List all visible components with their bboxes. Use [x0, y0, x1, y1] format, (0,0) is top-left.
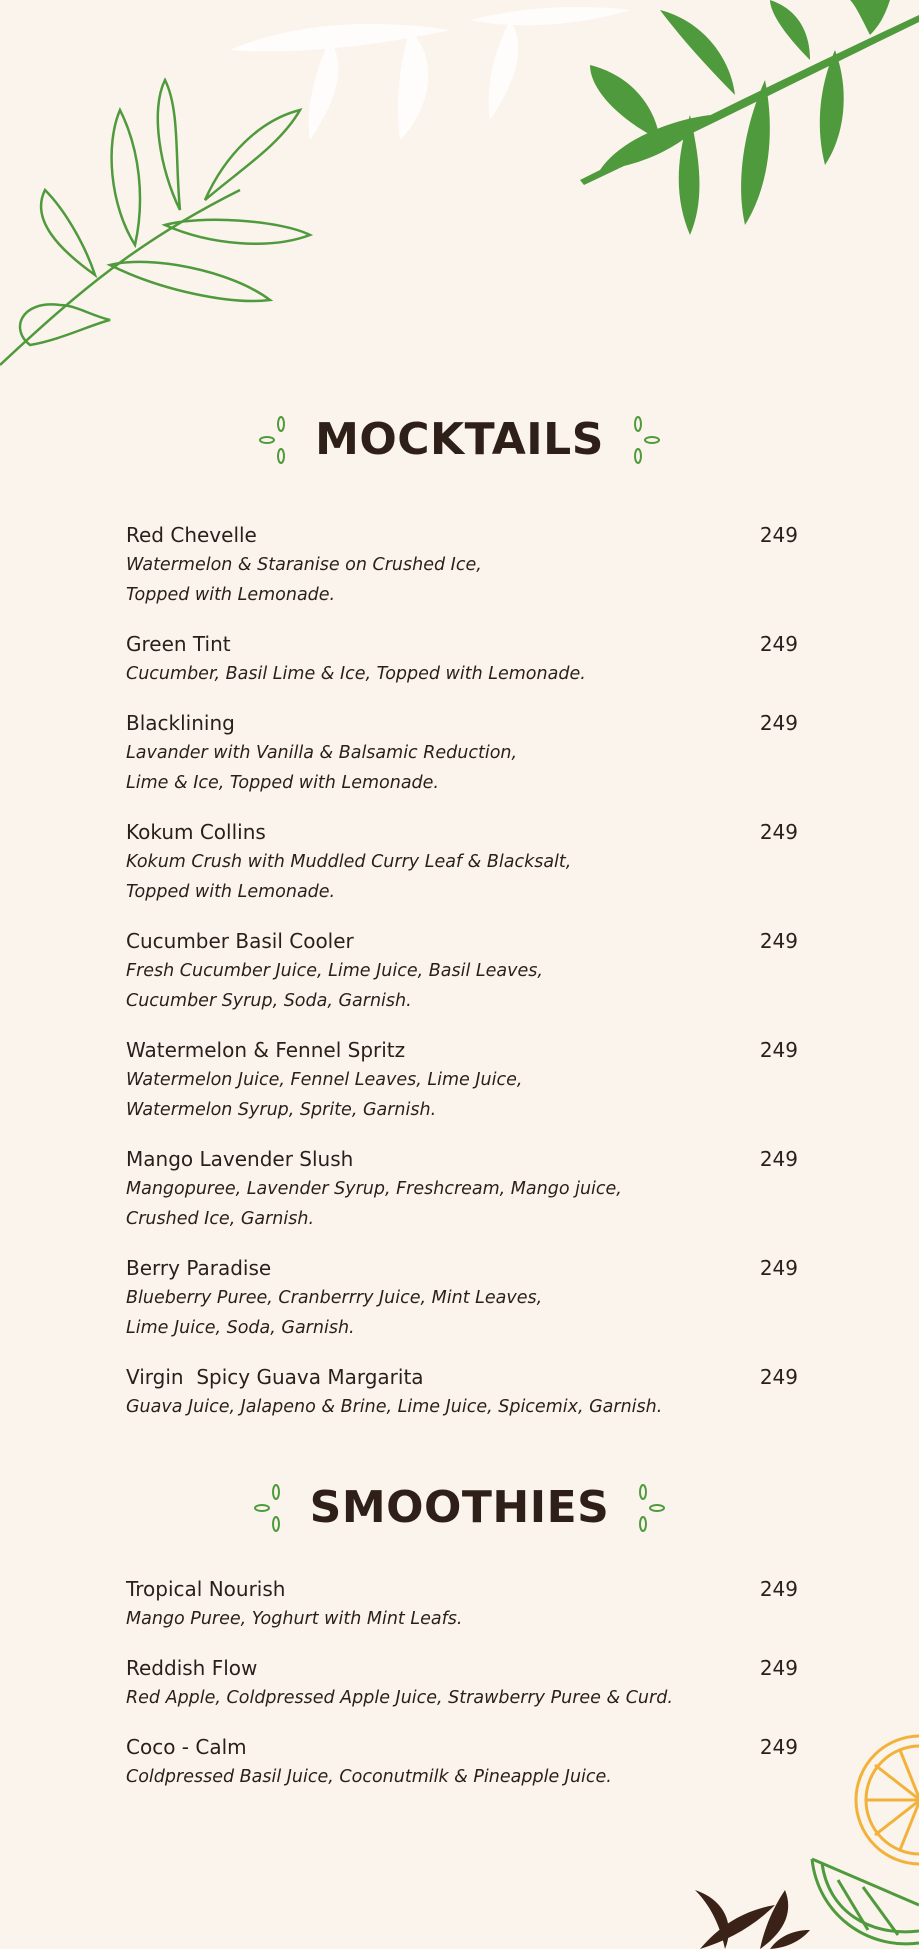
menu-item [126, 1653, 798, 1713]
item-price: 249 [759, 523, 798, 547]
item-name: Virgin Spicy Guava Margarita [126, 1365, 424, 1389]
item-name: Green Tint [126, 632, 231, 656]
item-price: 249 [759, 1735, 798, 1759]
smoothies-heading [0, 1480, 919, 1536]
item-name: Tropical Nourish [126, 1577, 286, 1601]
item-name: Berry Paradise [126, 1256, 272, 1280]
item-description: Crushed Ice, Garnish. [126, 1209, 315, 1229]
item-name: Red Chevelle [126, 523, 257, 547]
mocktails-heading [0, 412, 919, 468]
item-price: 249 [759, 929, 798, 953]
item-name: Watermelon & Fennel Spritz [126, 1038, 406, 1062]
item-description: Mango Puree, Yoghurt with Mint Leafs. [126, 1609, 463, 1629]
item-description: Mangopuree, Lavender Syrup, Freshcream, Mango juice, [126, 1179, 622, 1199]
item-description: Fresh Cucumber Juice, Lime Juice, Basil Leaves, [126, 961, 543, 981]
item-description: Lavander with Vanilla & Balsamic Reduction, [126, 743, 518, 763]
menu-item [126, 708, 798, 798]
menu-item [126, 629, 798, 689]
item-description: Kokum Crush with Muddled Curry Leaf & Blacksalt, [126, 852, 572, 872]
menu-item [126, 520, 798, 610]
menu-item [126, 1574, 798, 1634]
item-description: Cucumber, Basil Lime & Ice, Topped with Lemonade. [126, 664, 586, 684]
outline-leaf-branch-decoration [0, 70, 320, 370]
menu-item [126, 926, 798, 1016]
item-name: Blacklining [126, 711, 235, 735]
item-description: Red Apple, Coldpressed Apple Juice, Strawberry Puree & Curd. [126, 1688, 673, 1708]
item-description: Watermelon Syrup, Sprite, Garnish. [126, 1100, 437, 1120]
lime-wedge-decoration [808, 1855, 919, 1949]
menu-item [126, 1144, 798, 1234]
item-name: Kokum Collins [126, 820, 266, 844]
menu-item [126, 817, 798, 907]
menu-item [126, 1035, 798, 1125]
leaf-ornament-icon [252, 1480, 288, 1536]
item-description: Topped with Lemonade. [126, 882, 336, 902]
item-description: Cucumber Syrup, Soda, Garnish. [126, 991, 412, 1011]
green-leaf-branch-decoration [560, 0, 919, 240]
item-price: 249 [759, 1147, 798, 1171]
item-price: 249 [759, 632, 798, 656]
item-name: Reddish Flow [126, 1656, 258, 1680]
item-price: 249 [759, 711, 798, 735]
section-title: MOCKTAILS [315, 414, 604, 465]
item-price: 249 [759, 1656, 798, 1680]
menu-item [126, 1253, 798, 1343]
item-name: Coco - Calm [126, 1735, 247, 1759]
item-description: Lime & Ice, Topped with Lemonade. [126, 773, 439, 793]
item-price: 249 [759, 1577, 798, 1601]
item-description: Topped with Lemonade. [126, 585, 336, 605]
leaf-ornament-icon [257, 412, 293, 468]
item-description: Coldpressed Basil Juice, Coconutmilk & Pineapple Juice. [126, 1767, 612, 1787]
item-description: Watermelon & Staranise on Crushed Ice, [126, 555, 482, 575]
item-description: Lime Juice, Soda, Garnish. [126, 1318, 355, 1338]
item-price: 249 [759, 820, 798, 844]
item-price: 249 [759, 1365, 798, 1389]
leaf-ornament-icon [631, 1480, 667, 1536]
item-name: Cucumber Basil Cooler [126, 929, 354, 953]
menu-item [126, 1362, 798, 1422]
item-name: Mango Lavender Slush [126, 1147, 354, 1171]
item-description: Blueberry Puree, Cranberrry Juice, Mint Leaves, [126, 1288, 543, 1308]
orange-slice-decoration [850, 1730, 919, 1870]
section-title: SMOOTHIES [309, 1482, 610, 1533]
leaf-ornament-icon [626, 412, 662, 468]
menu-item [126, 1732, 798, 1792]
item-price: 249 [759, 1038, 798, 1062]
dark-leaves-decoration [680, 1880, 810, 1949]
item-description: Watermelon Juice, Fennel Leaves, Lime Juice, [126, 1070, 523, 1090]
item-price: 249 [759, 1256, 798, 1280]
item-description: Guava Juice, Jalapeno & Brine, Lime Juice, Spicemix, Garnish. [126, 1397, 663, 1417]
